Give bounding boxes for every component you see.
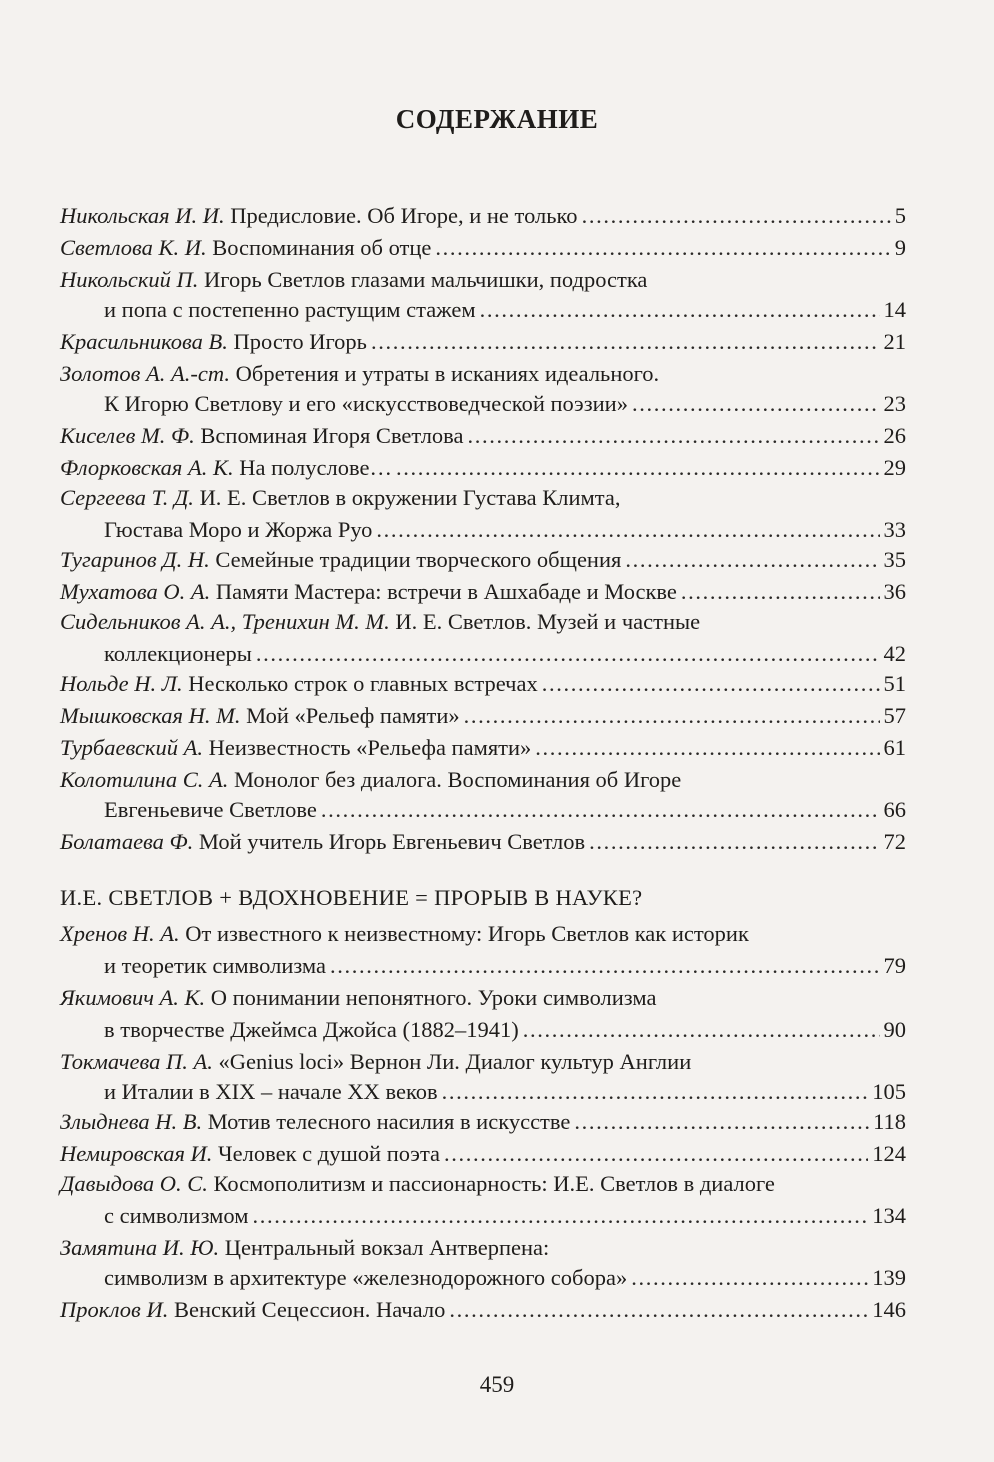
toc-leader-dots [625, 544, 879, 575]
toc-entry-text [104, 1262, 627, 1293]
toc-entry-text [60, 1046, 691, 1077]
toc-entry-author: Немировская И. [60, 1141, 213, 1166]
toc-entry-page: 57 [883, 703, 906, 728]
toc-leader-dots [632, 388, 880, 419]
toc-entry-title: Человек с душой поэта [212, 1141, 441, 1166]
toc-entry-title: Мой «Рельеф памяти» [240, 703, 460, 728]
toc-entry-text [104, 1076, 438, 1107]
toc-entry-title: И. Е. Светлов. Музей и частные [389, 609, 701, 634]
toc-entry-author: Хренов Н. А. [60, 921, 180, 946]
toc-leader-dots [464, 700, 880, 731]
toc-entry-text [104, 514, 372, 545]
toc-entry-continuation [104, 1262, 906, 1293]
toc-entry-text [60, 232, 431, 263]
toc-entry-text [60, 606, 700, 637]
toc-entry-page: 23 [883, 391, 906, 416]
toc-entry-page: 51 [883, 671, 906, 696]
toc-leader-dots [321, 794, 880, 825]
toc-entry-author: Светлова К. И. [60, 235, 207, 260]
toc-entry-page: 79 [883, 953, 906, 978]
toc-leader-dots [449, 1294, 868, 1325]
toc-entry-title: К Игорю Светлову и его «искусствоведческой поэзии» [104, 391, 628, 416]
toc-leader-dots [371, 326, 880, 357]
toc-entry-text [60, 668, 538, 699]
toc-entry-title: Гюстава Моро и Жоржа Руо [104, 517, 373, 542]
toc-entry-title: Памяти Мастера: встречи в Ашхабаде и Москве [210, 579, 677, 604]
toc-entry-text [60, 826, 585, 857]
toc-leader-dots [480, 294, 880, 325]
toc-entry-title: Несколько строк о главных встречах [182, 671, 538, 696]
toc-entry-text [60, 1168, 775, 1199]
toc-entry [60, 732, 906, 763]
toc-entry-page: 33 [883, 517, 906, 542]
toc-entry-page: 134 [872, 1203, 906, 1228]
toc-entry-title: «Genius loci» Вернон Ли. Диалог культур Англии [212, 1049, 692, 1074]
toc-entry-text [104, 1200, 248, 1231]
toc-entry-title: и попа с постепенно растущим стажем [104, 297, 476, 322]
toc-entry-title: символизм в архитектуре «железнодорожного собора» [104, 1265, 628, 1290]
toc-entry-author: Колотилина С. А. [60, 767, 229, 792]
toc-entry-title: Мотив телесного насилия в искусстве [202, 1109, 571, 1134]
toc-entry-text [60, 420, 464, 451]
page-title: СОДЕРЖАНИЕ [395, 104, 599, 134]
toc-entry-continuation [104, 1200, 906, 1231]
toc-entry-author: Проклов И. [60, 1297, 169, 1322]
toc-entry-author: Мышковская Н. М. [60, 703, 241, 728]
toc-entry-text [104, 1014, 519, 1045]
toc-entry-author: Золотов А. А.-ст. [60, 361, 231, 386]
toc-entry-title: в творчестве Джеймса Джойса (1882–1941) [104, 1017, 519, 1042]
toc-entry-author: Никольская И. И. [60, 203, 225, 228]
toc-entry-author: Турбаевский А. [60, 735, 203, 760]
toc-entry-title: Неизвестность «Рельефа памяти» [202, 735, 532, 760]
toc-entry-page: 14 [883, 297, 906, 322]
toc-entry-text [60, 576, 677, 607]
toc-entry-text [60, 264, 647, 295]
toc-entry [60, 764, 906, 795]
toc-entry-title: На полуслове… [233, 455, 392, 480]
toc-entry-text [60, 452, 392, 483]
toc-entry [60, 358, 906, 389]
toc-entry-title: и теоретик символизма [104, 953, 327, 978]
toc-entry-title: Обретения и утраты в исканиях идеального. [230, 361, 660, 386]
toc-entry-author: Болатаева Ф. [60, 829, 194, 854]
toc-entry-title: и Италии в XIX – начале XX веков [104, 1079, 438, 1104]
toc-entry [60, 1168, 906, 1199]
toc-entry-text [60, 1138, 440, 1169]
toc-entry-title: Предисловие. Об Игоре, и не только [224, 203, 578, 228]
toc-entry-continuation [104, 794, 906, 825]
toc-leader-dots [252, 1200, 868, 1231]
toc-entry-page: 5 [894, 203, 906, 228]
toc-entry [60, 544, 906, 575]
toc-entry-page: 9 [894, 235, 906, 260]
toc-entry-text [60, 326, 367, 357]
toc-entry-author: Токмачева П. А. [60, 1049, 213, 1074]
toc-entry-title: Монолог без диалога. Воспоминания об Игоре [228, 767, 682, 792]
toc-entry-title: Просто Игорь [227, 329, 367, 354]
toc-entry-author: Мухатова О. А. [60, 579, 211, 604]
toc-entry-author: Якимович А. К. [60, 985, 206, 1010]
section-heading: И.Е. СВЕТЛОВ + ВДОХНОВЕНИЕ = ПРОРЫВ В НАУКЕ? [60, 885, 643, 910]
toc-leader-dots [444, 1138, 868, 1169]
toc-entry-author: Сидельников А. А., Тренихин М. М. [60, 609, 390, 634]
toc-entry-page: 66 [883, 797, 906, 822]
toc-entry-title: коллекционеры [104, 641, 252, 666]
toc-entry-author: Нольде Н. Л. [60, 671, 183, 696]
toc-entry [60, 452, 906, 483]
toc-entry [60, 482, 906, 513]
toc-entry [60, 606, 906, 637]
toc-entry-author: Никольский П. [60, 267, 199, 292]
toc-entry [60, 1294, 906, 1325]
toc-entry-title: Центральный вокзал Антверпена: [219, 1235, 550, 1260]
toc-entry-title: Вспоминая Игоря Светлова [194, 423, 464, 448]
toc-entry-title: с символизмом [104, 1203, 249, 1228]
toc-entry-continuation [104, 294, 906, 325]
toc-leader-dots [435, 232, 890, 263]
toc-entry [60, 200, 906, 231]
toc-entry-title: Воспоминания об отце [206, 235, 432, 260]
toc-entry [60, 1232, 906, 1263]
toc-entry-author: Красильникова В. [60, 329, 228, 354]
toc-entry-page: 105 [872, 1079, 906, 1104]
toc-entry-page: 72 [883, 829, 906, 854]
toc-entry [60, 1046, 906, 1077]
toc-entry-page: 146 [872, 1297, 906, 1322]
toc-entry-page: 35 [883, 547, 906, 572]
toc-leader-dots [681, 576, 880, 607]
toc-entry [60, 700, 906, 731]
toc-leader-dots [542, 668, 880, 699]
toc-entry [60, 232, 906, 263]
toc-entry-author: Замятина И. Ю. [60, 1235, 220, 1260]
toc-entry-text [104, 638, 252, 669]
toc-entry [60, 1138, 906, 1169]
toc-entry [60, 668, 906, 699]
toc-entry-title: Семейные традиции творческого общения [209, 547, 622, 572]
toc-entry-page: 90 [883, 1017, 906, 1042]
toc-entry-text [60, 358, 659, 389]
toc-entry-page: 26 [883, 423, 906, 448]
toc-entry-text [60, 732, 531, 763]
toc-entry-page: 139 [872, 1265, 906, 1290]
toc-entry [60, 982, 906, 1013]
toc-entry-title: О понимании непонятного. Уроки символизма [205, 985, 657, 1010]
toc-entry-text [104, 950, 326, 981]
toc-entry-title: Космополитизм и пассионарность: И.Е. Светлов в диалоге [207, 1171, 775, 1196]
toc-entry-title: Мой учитель Игорь Евгеньевич Светлов [193, 829, 586, 854]
toc-entry-continuation [104, 638, 906, 669]
toc-leader-dots [523, 1014, 880, 1045]
toc-entry-title: Игорь Светлов глазами мальчишки, подростка [198, 267, 648, 292]
toc-leader-dots [589, 826, 879, 857]
toc-entry-text [60, 1294, 445, 1325]
toc-entry-page: 42 [883, 641, 906, 666]
toc-entry-text [60, 764, 681, 795]
toc-entry-title: Евгеньевиче Светлове [104, 797, 317, 822]
toc-entry-page: 29 [883, 455, 906, 480]
toc-entry-page: 21 [883, 329, 906, 354]
toc-entry [60, 420, 906, 451]
toc-leader-dots [376, 514, 879, 545]
toc-entry-page: 61 [883, 735, 906, 760]
toc-entry-text [60, 544, 621, 575]
toc-entry-text [60, 200, 578, 231]
toc-leader-dots [256, 638, 880, 669]
toc-entry [60, 918, 906, 949]
toc-entry-text [60, 482, 621, 513]
toc-entry-text [60, 1106, 570, 1137]
toc-entry-title: От известного к неизвестному: Игорь Светлов как историк [179, 921, 749, 946]
toc-entry-text [104, 388, 628, 419]
toc-entry-page: 36 [883, 579, 906, 604]
toc-leader-dots [582, 200, 891, 231]
toc-entry-text [104, 794, 317, 825]
toc-entry-author: Сергеева Т. Д. [60, 485, 194, 510]
toc-leader-dots [396, 452, 880, 483]
toc-entry-author: Киселев М. Ф. [60, 423, 195, 448]
toc-entry-author: Злыднева Н. В. [60, 1109, 203, 1134]
toc-entry [60, 826, 906, 857]
toc-entry-text [60, 700, 460, 731]
toc-entry [60, 1106, 906, 1137]
toc-entry-continuation [104, 1014, 906, 1045]
toc-entry [60, 576, 906, 607]
toc-entry-author: Тугаринов Д. Н. [60, 547, 210, 572]
toc-entry-title: И. Е. Светлов в окружении Густава Климта, [193, 485, 621, 510]
toc-entry-title: Венский Сецессион. Начало [168, 1297, 446, 1322]
toc-entry-continuation [104, 950, 906, 981]
toc-leader-dots [468, 420, 880, 451]
toc-entry-author: Флорковская А. К. [60, 455, 234, 480]
toc-entry [60, 326, 906, 357]
toc-leader-dots [574, 1106, 869, 1137]
toc-entry-continuation [104, 1076, 906, 1107]
toc-entry-author: Давыдова О. С. [60, 1171, 208, 1196]
toc-entry-text [60, 1232, 549, 1263]
toc-entry-continuation [104, 514, 906, 545]
toc-leader-dots [442, 1076, 869, 1107]
toc-entry-page: 118 [873, 1109, 906, 1134]
toc-entry-text [104, 294, 476, 325]
toc-leader-dots [631, 1262, 868, 1293]
toc-leader-dots [535, 732, 879, 763]
toc-entry-text [60, 918, 749, 949]
toc-entry-page: 124 [872, 1141, 906, 1166]
page-number: 459 [479, 1372, 515, 1397]
toc-entry-text [60, 982, 656, 1013]
toc-leader-dots [330, 950, 879, 981]
toc-entry-continuation [104, 388, 906, 419]
toc-entry [60, 264, 906, 295]
